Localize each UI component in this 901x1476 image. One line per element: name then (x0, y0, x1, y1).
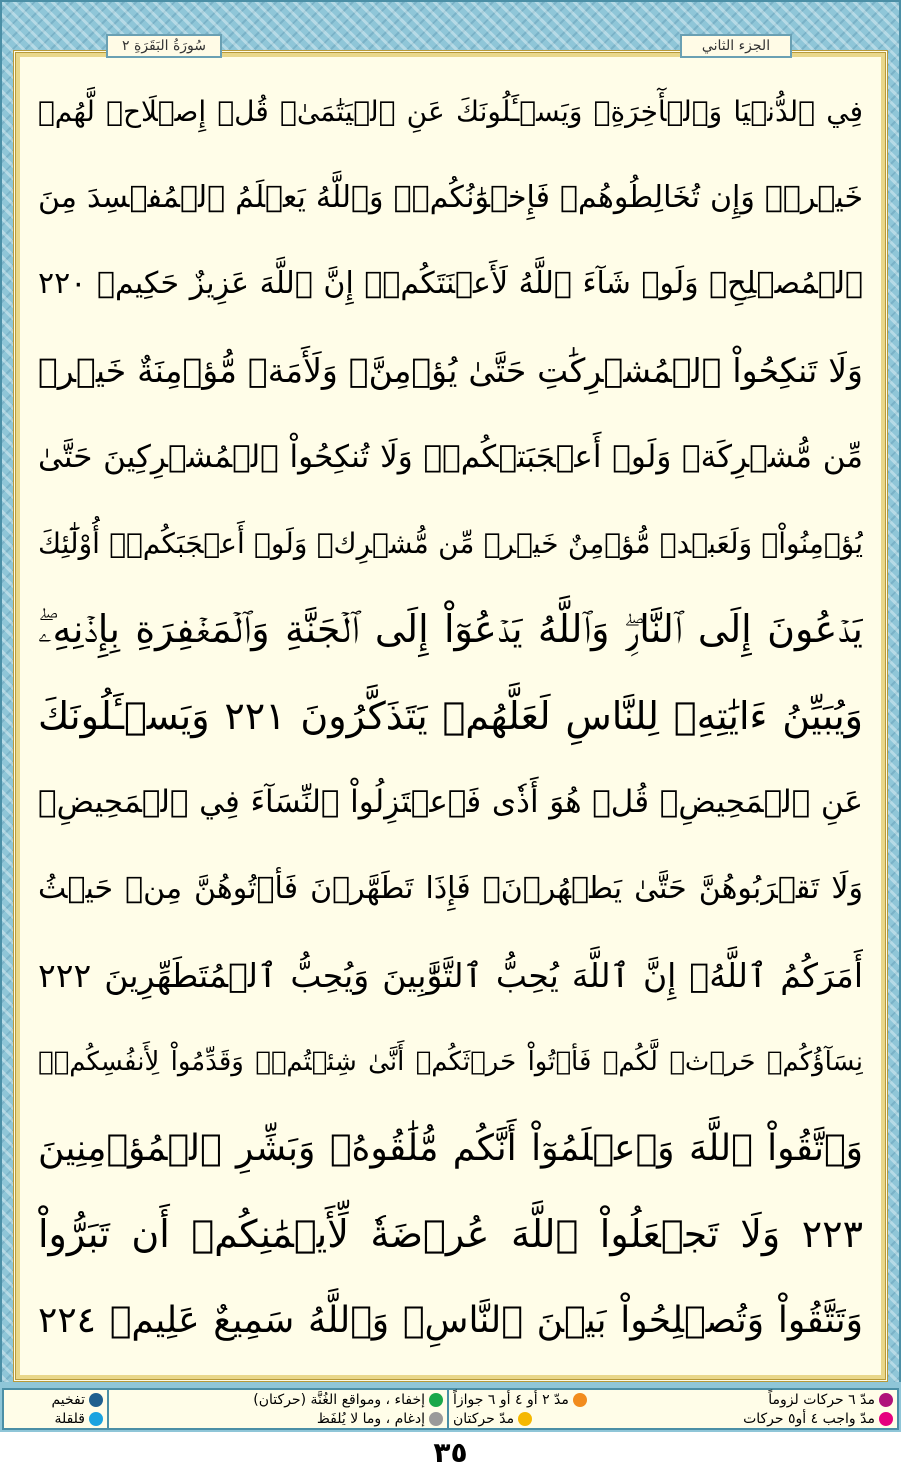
text-line: وَلَا تَنكِحُواْ ٱلۡمُشۡرِكَٰتِ حَتَّىٰ يُؤۡمِنَّۚ وَلَأَمَةٞ مُّؤۡمِنَةٌ خَيۡرٞ (38, 350, 863, 390)
text-line: وَٱتَّقُواْ ٱللَّهَ وَٱعۡلَمُوٓاْ أَنَّكُم مُّلَٰقُوهُۗ وَبَشِّرِ ٱلۡمُؤۡمِنِينَ (38, 1127, 863, 1169)
legend-label: مدّ حركتان (453, 1410, 515, 1427)
legend-dot-icon (89, 1393, 103, 1407)
legend-dot-icon (518, 1412, 532, 1426)
legend-label: مدّ واجب ٤ أو٥ حركات (743, 1410, 875, 1427)
legend-dot-icon (879, 1412, 893, 1426)
legend-label: إخفاء ، ومواقع الغُنَّة (حركتان) (253, 1391, 425, 1408)
legend-dot-icon (879, 1393, 893, 1407)
legend-label: قلقلة (54, 1410, 85, 1427)
text-line: مِّن مُّشۡرِكَةٖ وَلَوۡ أَعۡجَبَتۡكُمۡۗ وَلَا تُنكِحُواْ ٱلۡمُشۡرِكِينَ حَتَّىٰ (38, 438, 863, 475)
legend-dot-icon (573, 1393, 587, 1407)
text-line: وَتَتَّقُواْ وَتُصۡلِحُواْ بَيۡنَ ٱلنَّاسِۗ وَٱللَّهُ سَمِيعٌ عَلِيمٞ ٢٢٤ (38, 1300, 863, 1342)
text-line: ٱلۡمُصۡلِحِۚ وَلَوۡ شَآءَ ٱللَّهُ لَأَعۡنَتَكُمۡۚ إِنَّ ٱللَّهَ عَزِيزٌ حَكِيمٞ ٢٢٠ (38, 266, 863, 302)
legend-column-ghunna (107, 1390, 447, 1428)
tajweed-legend (2, 1388, 899, 1430)
text-line: يَدۡعُونَ إِلَى ٱلنَّارِۖ وَٱللَّهُ يَدۡعُوٓاْ إِلَى ٱلۡجَنَّةِ وَٱلۡمَغۡفِرَةِ بِإِذۡنِهِۦۖ (38, 607, 863, 652)
legend-dot-icon (429, 1393, 443, 1407)
surah-header-label: سُورَةُ البَقَرَةِ ٢ (106, 34, 222, 58)
quran-text-block (38, 71, 863, 1361)
text-line: أَمَرَكُمُ ٱللَّهُۚ إِنَّ ٱللَّهَ يُحِبُّ ٱلتَّوَّٰبِينَ وَيُحِبُّ ٱلۡمُتَطَهِّرِينَ ٢٢٢ (38, 955, 863, 995)
legend-column-tafkhim (4, 1390, 107, 1428)
legend-dot-icon (429, 1412, 443, 1426)
text-line: يُؤۡمِنُواْۚ وَلَعَبۡدٞ مُّؤۡمِنٌ خَيۡرٞ مِّن مُّشۡرِكٖ وَلَوۡ أَعۡجَبَكُمۡۗ أُوْلَٰٓئِكَ (38, 526, 863, 560)
text-panel (13, 50, 888, 1382)
text-line: فِي ٱلدُّنۡيَا وَٱلۡأٓخِرَةِۗ وَيَسۡـَٔلُونَكَ عَنِ ٱلۡيَتَٰمَىٰۖ قُلۡ إِصۡلَاحٞ لَّهُمۡ (38, 94, 863, 128)
text-line: ٢٢٣ وَلَا تَجۡعَلُواْ ٱللَّهَ عُرۡضَةٗ لِّأَيۡمَٰنِكُمۡ أَن تَبَرُّواْ (38, 1212, 863, 1257)
legend-dot-icon (89, 1412, 103, 1426)
page-number: ٣٥ (433, 1436, 468, 1469)
legend-label: مدّ ٢ أو ٤ أو ٦ جوازاً (453, 1391, 569, 1408)
text-line: نِسَآؤُكُمۡ حَرۡثٞ لَّكُمۡ فَأۡتُواْ حَرۡثَكُمۡ أَنَّىٰ شِئۡتُمۡۖ وَقَدِّمُواْ لِأَنفُسِكُمۡۚ (38, 1046, 863, 1077)
text-line: عَنِ ٱلۡمَحِيضِۖ قُلۡ هُوَ أَذٗى فَٱعۡتَزِلُواْ ٱلنِّسَآءَ فِي ٱلۡمَحِيضِۖ (38, 784, 863, 821)
legend-label: تفخيم (51, 1391, 85, 1408)
legend-column-madd (447, 1390, 897, 1428)
text-line: خَيۡرٞۖ وَإِن تُخَالِطُوهُمۡ فَإِخۡوَٰنُكُمۡۚ وَٱللَّهُ يَعۡلَمُ ٱلۡمُفۡسِدَ مِنَ (38, 179, 863, 215)
juz-header-label: الجزء الثاني (680, 34, 792, 58)
text-line: وَيُبَيِّنُ ءَايَٰتِهِۦ لِلنَّاسِ لَعَلَّهُمۡ يَتَذَكَّرُونَ ٢٢١ وَيَسۡـَٔلُونَكَ (38, 693, 863, 738)
legend-label: مدّ ٦ حركات لزوماً (768, 1391, 875, 1408)
text-line: وَلَا تَقۡرَبُوهُنَّ حَتَّىٰ يَطۡهُرۡنَۖ فَإِذَا تَطَهَّرۡنَ فَأۡتُوهُنَّ مِنۡ حَيۡثُ (38, 871, 863, 907)
legend-label: إدغام ، وما لا يُلفَظ (316, 1410, 425, 1427)
